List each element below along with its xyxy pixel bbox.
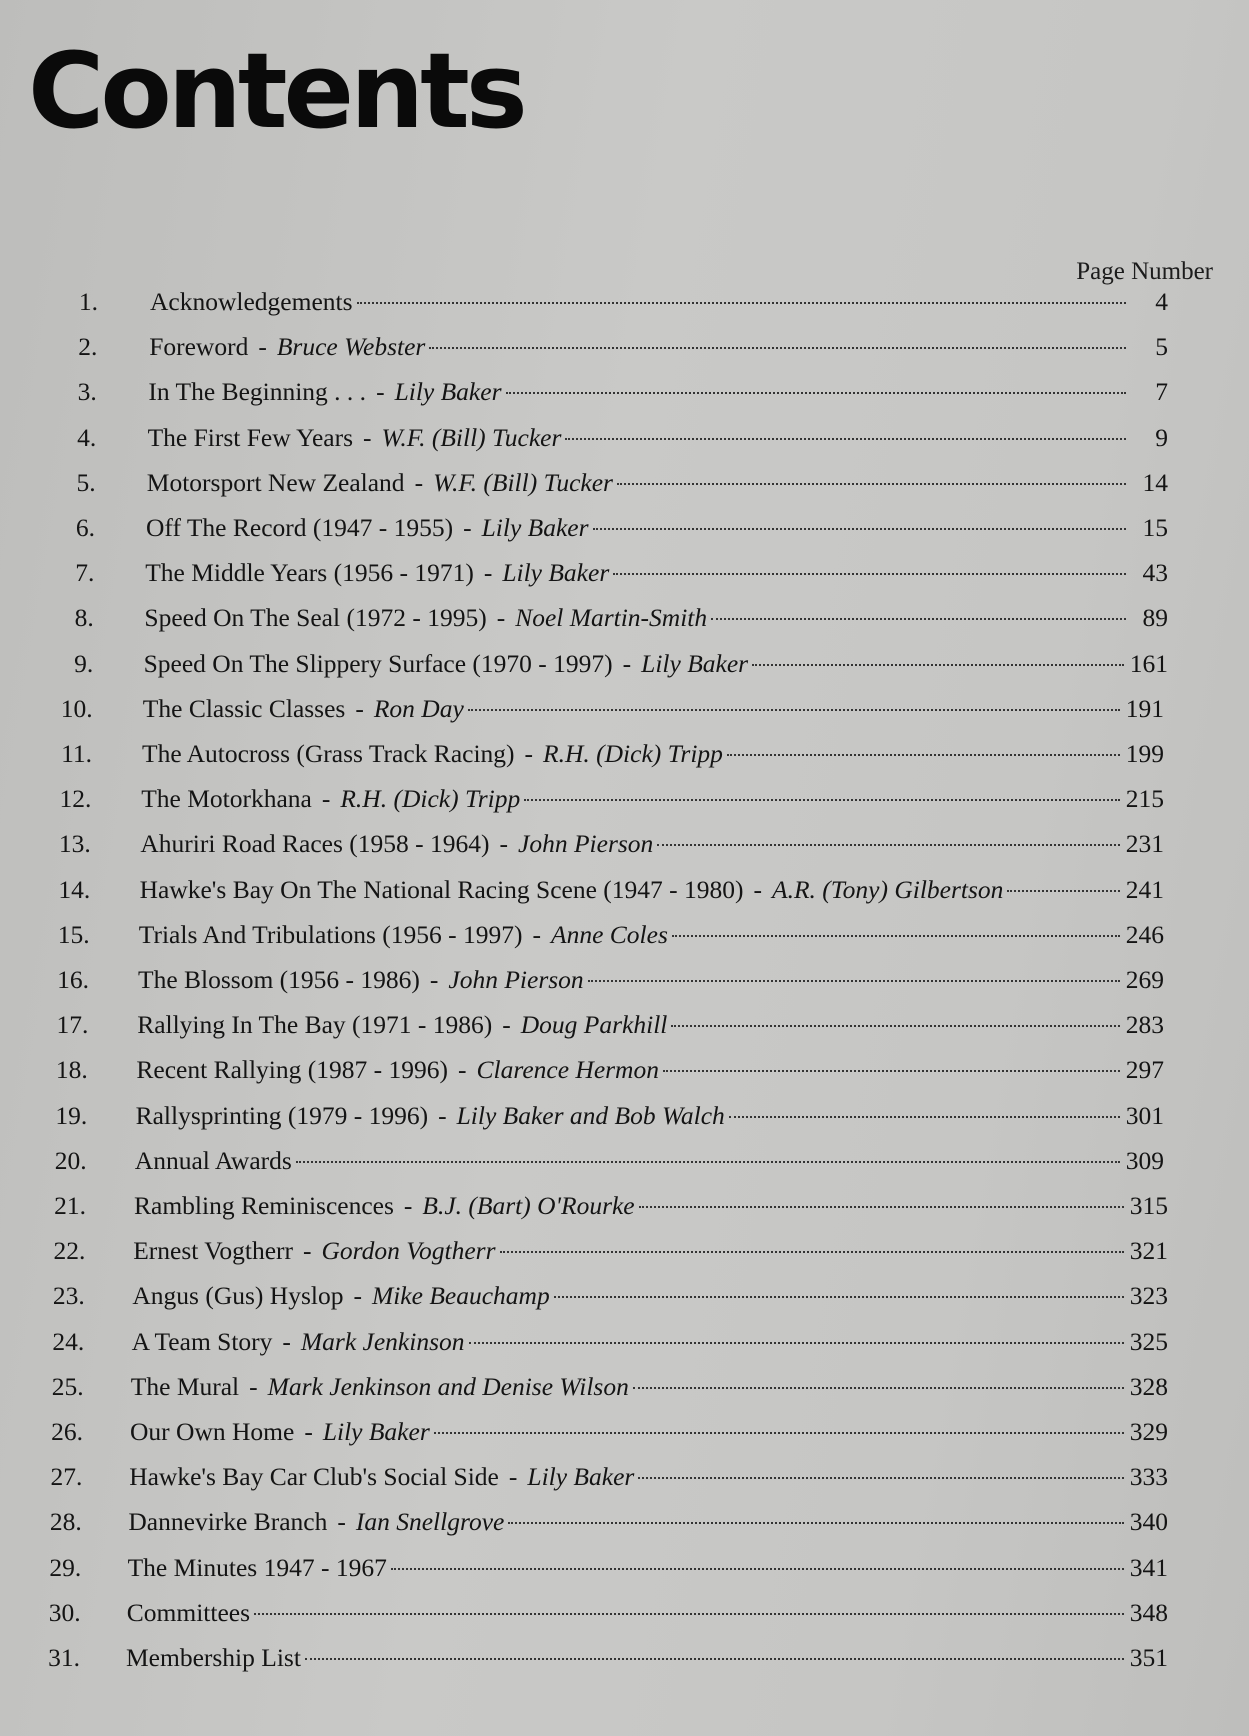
entry-title: Rallying In The Bay (1971 - 1986) (137, 1010, 493, 1040)
entry-author: Lily Baker (502, 558, 610, 588)
entry-page-number: 328 (1129, 1371, 1168, 1401)
entry-author: A.R. (Tony) Gilbertson (772, 874, 1004, 904)
toc-entry (0, 915, 1164, 955)
entry-number: 7. (75, 558, 95, 588)
entry-title: Rallysprinting (1979 - 1996) (135, 1100, 429, 1130)
entry-number: 5. (76, 467, 96, 497)
toc-entry (0, 960, 1164, 1000)
dot-leader (296, 1161, 1120, 1163)
entry-author: John Pierson (448, 965, 584, 994)
toc-entry (0, 734, 1164, 774)
entry-title: Motorsport New Zealand (146, 467, 405, 497)
entry-number: 3. (77, 377, 97, 407)
entry-title: The First Few Years (147, 422, 354, 452)
entry-dash: - (355, 693, 364, 723)
entry-page-number: 283 (1125, 1010, 1164, 1040)
dot-leader (711, 618, 1126, 620)
entry-number: 18. (55, 1055, 88, 1085)
dot-leader (657, 844, 1119, 846)
dot-leader (254, 1613, 1124, 1615)
entry-page-number: 191 (1125, 693, 1164, 723)
entry-number: 29. (49, 1552, 82, 1582)
entry-dash: - (321, 784, 331, 814)
entry-dash: - (303, 1236, 312, 1266)
entry-title: The Motorkhana (141, 784, 312, 814)
entry-author: Ian Snellgrove (355, 1507, 505, 1537)
entry-author: Lily Baker (481, 513, 589, 542)
entry-author: R.H. (Dick) Tripp (340, 784, 521, 814)
entry-page-number: 348 (1129, 1597, 1168, 1627)
entry-title: Rambling Reminiscences (134, 1191, 394, 1220)
dot-leader (593, 528, 1126, 530)
entry-page-number: 333 (1129, 1462, 1168, 1492)
entry-page-number: 351 (1129, 1643, 1168, 1672)
toc-entry (0, 1322, 1168, 1362)
entry-title: Recent Rallying (1987 - 1996) (136, 1055, 448, 1085)
entry-title: The Autocross (Grass Track Racing) (142, 739, 515, 768)
entry-dash: - (429, 965, 439, 994)
toc-entry (0, 689, 1164, 729)
dot-leader (663, 1070, 1120, 1072)
entry-dash: - (463, 513, 472, 542)
dot-leader (506, 392, 1127, 394)
entry-page-number: 241 (1125, 874, 1164, 904)
entry-title: Annual Awards (134, 1145, 292, 1175)
entry-number: 19. (55, 1100, 88, 1130)
entry-number: 9. (74, 648, 94, 678)
entry-page-number: 321 (1129, 1236, 1168, 1266)
dot-leader (524, 799, 1120, 801)
entry-title: Speed On The Slippery Surface (1970 - 1997) (143, 648, 613, 678)
entry-number: 24. (52, 1326, 85, 1356)
entry-title: The Middle Years (1956 - 1971) (145, 558, 474, 588)
entry-author: John Pierson (518, 829, 654, 859)
toc-entry (0, 1638, 1168, 1678)
entry-page-number: 329 (1129, 1417, 1168, 1446)
entry-page-number: 43 (1142, 558, 1168, 588)
toc-entry (0, 1502, 1168, 1542)
dot-leader (565, 438, 1126, 440)
entry-number: 16. (57, 965, 89, 994)
toc-entry (0, 1548, 1168, 1588)
entry-page-number: 231 (1125, 829, 1164, 859)
entry-title: Off The Record (1947 - 1955) (146, 513, 454, 542)
entry-author: Clarence Hermon (476, 1055, 659, 1085)
entry-dash: - (508, 1462, 518, 1492)
entry-title: Our Own Home (130, 1417, 295, 1446)
entry-author: Noel Martin-Smith (515, 603, 708, 633)
entry-author: Doug Parkhill (520, 1010, 668, 1040)
entry-dash: - (258, 332, 267, 362)
dot-leader (729, 1116, 1120, 1118)
entry-author: Mark Jenkinson and Denise Wilson (267, 1371, 629, 1401)
dot-leader (672, 935, 1120, 937)
entry-page-number: 89 (1142, 603, 1168, 633)
entry-dash: - (753, 874, 763, 904)
entry-dash: - (483, 558, 493, 588)
toc-entry (0, 824, 1164, 864)
entry-author: Mark Jenkinson (300, 1326, 465, 1356)
dot-leader (508, 1522, 1123, 1524)
entry-dash: - (403, 1191, 413, 1220)
entry-number: 6. (75, 513, 95, 542)
toc-entry (0, 282, 1168, 322)
entry-author: Anne Coles (551, 919, 668, 949)
table-of-contents (0, 282, 1249, 1682)
entry-dash: - (414, 467, 424, 497)
toc-entry (0, 1457, 1168, 1497)
entry-number: 14. (58, 874, 91, 904)
entry-title: The Classic Classes (142, 693, 346, 723)
entry-author: Lily Baker (641, 648, 749, 678)
entry-author: R.H. (Dick) Tripp (543, 739, 723, 768)
entry-dash: - (353, 1281, 362, 1311)
toc-entry (0, 1231, 1168, 1271)
entry-number: 17. (56, 1010, 89, 1040)
dot-leader (554, 1296, 1124, 1298)
entry-page-number: 4 (1155, 287, 1168, 316)
toc-entry (0, 598, 1168, 638)
entry-number: 27. (50, 1462, 83, 1492)
entry-number: 12. (59, 784, 92, 814)
dot-leader (500, 1251, 1124, 1253)
entry-number: 20. (54, 1145, 87, 1175)
entry-dash: - (622, 648, 632, 678)
entry-dash: - (438, 1100, 447, 1130)
entry-page-number: 161 (1129, 648, 1168, 678)
toc-entry (0, 1367, 1168, 1407)
entry-author: Lily Baker and Bob Walch (456, 1100, 725, 1130)
entry-title: In The Beginning . . . (148, 377, 367, 407)
toc-entry (0, 1096, 1164, 1136)
entry-number: 8. (74, 603, 94, 633)
entry-title: Hawke's Bay Car Club's Social Side (129, 1462, 499, 1492)
entry-dash: - (502, 1010, 511, 1040)
toc-entry (0, 1050, 1164, 1090)
entry-page-number: 341 (1129, 1552, 1168, 1582)
entry-page-number: 7 (1155, 377, 1168, 407)
entry-title: Speed On The Seal (1972 - 1995) (144, 603, 487, 633)
entry-author: Lily Baker (394, 377, 502, 407)
entry-title: Angus (Gus) Hyslop (132, 1281, 344, 1311)
entry-page-number: 14 (1142, 467, 1168, 497)
dot-leader (752, 664, 1124, 666)
toc-entry (0, 372, 1168, 412)
dot-leader (469, 1342, 1124, 1344)
entry-author: W.F. (Bill) Tucker (433, 467, 613, 497)
entry-author: Gordon Vogtherr (321, 1236, 496, 1266)
toc-entry (0, 1186, 1168, 1226)
entry-page-number: 323 (1129, 1281, 1168, 1311)
entry-number: 30. (48, 1597, 81, 1627)
entry-title: Hawke's Bay On The National Racing Scene (1947 - 1980) (139, 874, 744, 904)
toc-entry (0, 418, 1168, 458)
toc-entry (0, 870, 1164, 910)
dot-leader (633, 1387, 1124, 1389)
dot-leader (617, 483, 1126, 485)
toc-entry (0, 1005, 1164, 1045)
entry-title: A Team Story (131, 1326, 273, 1356)
entry-number: 28. (49, 1507, 82, 1537)
toc-entry (0, 1141, 1164, 1181)
dot-leader (639, 1206, 1124, 1208)
dot-leader (588, 980, 1120, 982)
dot-leader (305, 1658, 1124, 1660)
entry-dash: - (282, 1326, 291, 1356)
entry-number: 26. (51, 1417, 83, 1446)
entry-page-number: 301 (1125, 1100, 1164, 1130)
dot-leader (429, 347, 1126, 349)
entry-page-number: 297 (1125, 1055, 1164, 1085)
dot-leader (638, 1477, 1123, 1479)
entry-page-number: 269 (1125, 965, 1164, 994)
entry-number: 31. (48, 1643, 80, 1672)
dot-leader (357, 302, 1126, 304)
entry-title: The Mural (130, 1371, 240, 1401)
entry-author: Ron Day (373, 693, 464, 723)
toc-entry (0, 1593, 1168, 1633)
entry-page-number: 199 (1125, 739, 1164, 768)
entry-number: 13. (58, 829, 91, 859)
entry-title: Dannevirke Branch (128, 1507, 328, 1537)
dot-leader (434, 1432, 1124, 1434)
entry-dash: - (458, 1055, 467, 1085)
dot-leader (391, 1568, 1124, 1570)
entry-title: Committees (126, 1597, 251, 1627)
entry-page-number: 315 (1129, 1191, 1168, 1220)
entry-dash: - (363, 422, 372, 452)
entry-author: Mike Beauchamp (371, 1281, 550, 1311)
dot-leader (468, 709, 1120, 711)
entry-title: The Blossom (1956 - 1986) (138, 965, 420, 994)
entry-dash: - (496, 603, 506, 633)
entry-number: 15. (57, 919, 90, 949)
entry-page-number: 9 (1155, 422, 1168, 452)
toc-entry (0, 508, 1168, 548)
entry-page-number: 340 (1129, 1507, 1168, 1537)
toc-entry (0, 779, 1164, 819)
entry-number: 2. (78, 332, 98, 362)
toc-entry (0, 644, 1168, 684)
toc-entry (0, 463, 1168, 503)
page-title: Contents (28, 30, 524, 152)
dot-leader (671, 1025, 1119, 1027)
entry-author: W.F. (Bill) Tucker (381, 422, 562, 452)
entry-number: 4. (77, 422, 97, 452)
entry-page-number: 246 (1125, 919, 1164, 949)
entry-dash: - (337, 1507, 346, 1537)
entry-number: 23. (52, 1281, 85, 1311)
entry-dash: - (499, 829, 509, 859)
entry-number: 11. (61, 739, 92, 768)
entry-dash: - (249, 1371, 258, 1401)
entry-number: 22. (53, 1236, 86, 1266)
entry-number: 1. (78, 287, 98, 316)
page-number-column-header: Page Number (1076, 258, 1213, 285)
entry-author: B.J. (Bart) O'Rourke (422, 1191, 635, 1220)
toc-entry (0, 1276, 1168, 1316)
toc-entry (0, 1412, 1168, 1452)
entry-page-number: 15 (1142, 513, 1168, 542)
entry-page-number: 325 (1129, 1326, 1168, 1356)
entry-dash: - (376, 377, 385, 407)
entry-dash: - (304, 1417, 313, 1446)
entry-number: 21. (54, 1191, 86, 1220)
entry-title: Membership List (126, 1643, 301, 1672)
entry-title: Foreword (149, 332, 249, 362)
entry-page-number: 309 (1125, 1145, 1164, 1175)
entry-dash: - (524, 739, 534, 768)
entry-author: Lily Baker (322, 1417, 430, 1446)
toc-entry (0, 327, 1168, 367)
entry-page-number: 5 (1155, 332, 1168, 362)
entry-dash: - (532, 919, 542, 949)
entry-title: Ernest Vogtherr (133, 1236, 294, 1266)
dot-leader (613, 573, 1126, 575)
toc-entry (0, 553, 1168, 593)
entry-number: 25. (51, 1371, 84, 1401)
entry-title: Trials And Tribulations (1956 - 1997) (138, 919, 523, 949)
entry-page-number: 215 (1125, 784, 1164, 814)
dot-leader (1007, 890, 1119, 892)
entry-title: The Minutes 1947 - 1967 (127, 1552, 387, 1582)
entry-author: Bruce Webster (276, 332, 426, 362)
entry-title: Acknowledgements (150, 287, 353, 316)
entry-number: 10. (60, 693, 93, 723)
entry-title: Ahuriri Road Races (1958 - 1964) (140, 829, 490, 859)
entry-author: Lily Baker (527, 1462, 635, 1492)
dot-leader (727, 754, 1120, 756)
